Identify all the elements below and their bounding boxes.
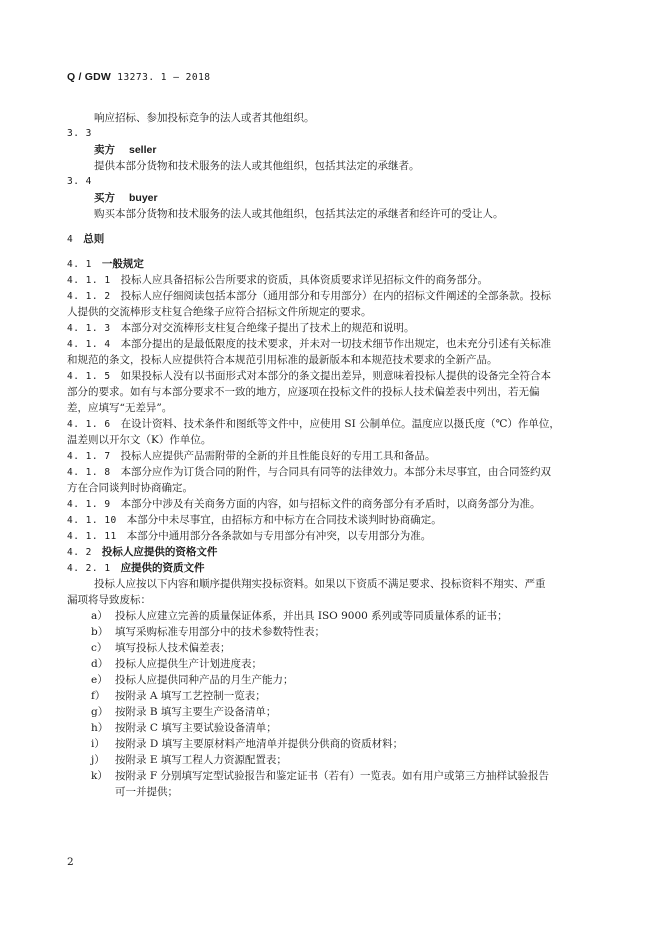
clause-text: 本部分中未尽事宜，由招标方和中标方在合同技术谈判时协商确定。 <box>126 514 442 526</box>
document-body <box>67 110 595 800</box>
clause-number: 4. 1. 7 <box>67 451 111 462</box>
list-text: 投标人应提供同种产品的月生产能力； <box>115 674 294 686</box>
section-4-2-title: 投标人应提供的资格文件 <box>101 546 218 558</box>
list-item-j <box>67 752 595 768</box>
clause-number: 4. 1. 8 <box>67 467 111 478</box>
clause-number: 4. 1. 6 <box>67 419 111 430</box>
section-4-2-1-title: 应提供的资质文件 <box>120 562 205 574</box>
list-label: g） <box>91 706 109 718</box>
list-item-c <box>67 640 595 656</box>
list-item-d <box>67 656 595 672</box>
clause-4-1-2 <box>67 288 595 320</box>
clause-4-1-5 <box>67 368 595 416</box>
clause-text: 在设计资料、技术条件和图纸等文件中，应使用 SI 公制单位。温度应以摄氏度（℃）作单位， <box>120 418 560 430</box>
clause-number: 4. 1. 9 <box>67 499 111 510</box>
term-3-4-definition: 购买本部分货物和技术服务的法人或其他组织，包括其法定的承继者和经许可的受让人。 <box>94 208 504 220</box>
section-4-number: 4 <box>67 234 74 245</box>
list-label: e） <box>91 674 108 686</box>
clause-text-cont: 部分的要求。如有与本部分要求不一致的地方，应逐项在投标文件的投标人技术偏差表中列出，若无偏 <box>67 386 540 398</box>
clause-text-cont: 差，应填写“无差异”。 <box>67 402 173 414</box>
clause-text: 本部分中通用部分各条款如与专用部分有冲突，以专用部分为准。 <box>126 530 432 542</box>
list-item-k-cont: 可一并提供； <box>115 786 178 798</box>
clause-number: 4. 1. 5 <box>67 371 111 382</box>
term-3-3-cn: 卖方 <box>94 144 115 156</box>
paragraph-4-2-1-cont: 漏项将导致废标： <box>67 594 151 606</box>
clause-text: 本部分中涉及有关商务方面的内容，如与招标文件的商务部分有矛盾时，以商务部分为准。 <box>120 498 541 510</box>
clause-number: 4. 1. 4 <box>67 339 111 350</box>
list-text: 按附录 F 分别填写定型试验报告和鉴定证书（若有）一览表。如有用户或第三方抽样试验报告 <box>115 770 549 782</box>
list-item-g <box>67 704 595 720</box>
list-label: d） <box>91 658 109 670</box>
list-text: 按附录 D 填写主要原材料产地清单并提供分供商的资质材料； <box>115 738 404 750</box>
list-text: 按附录 A 填写工艺控制一览表； <box>115 690 266 702</box>
clause-text: 投标人应提供产品需附带的全新的并且性能良好的专用工具和备品。 <box>120 450 436 462</box>
list-label: h） <box>91 722 109 734</box>
list-label: a） <box>91 610 108 622</box>
clause-text-cont: 方在合同谈判时协商确定。 <box>67 482 193 494</box>
list-text: 填写投标人技术偏差表； <box>115 642 231 654</box>
clause-number: 4. 1. 11 <box>67 531 117 542</box>
clause-4-1-4 <box>67 336 595 368</box>
list-label: f） <box>91 690 106 702</box>
list-label: i） <box>91 738 105 750</box>
clause-text: 本部分对交流棒形支柱复合绝缘子提出了技术上的规范和说明。 <box>120 322 415 334</box>
list-item-f <box>67 688 595 704</box>
list-item-b <box>67 624 595 640</box>
section-4-2-number: 4. 2 <box>67 547 92 558</box>
list-item-k <box>67 768 595 784</box>
section-4-2-heading <box>67 544 595 560</box>
clause-text-cont: 温差则以开尔文（K）作单位。 <box>67 434 212 446</box>
clause-3-4-number: 3. 4 <box>67 176 92 187</box>
list-label: b） <box>91 626 109 638</box>
list-text: 按附录 C 填写主要试验设备清单； <box>115 722 277 734</box>
section-4-heading <box>67 231 595 247</box>
section-4-title: 总则 <box>83 233 105 245</box>
clause-text: 本部分应作为订货合同的附件，与合同具有同等的法律效力。本部分未尽事宜，由合同签约双 <box>120 466 552 478</box>
clause-text: 如果投标人没有以书面形式对本部分的条文提出差异，则意味着投标人提供的设备完全符合本 <box>120 370 552 382</box>
term-3-4-cn: 买方 <box>94 192 115 204</box>
list-item-a <box>67 608 595 624</box>
previous-definition-continuation: 响应招标、参加投标竞争的法人或者其他组织。 <box>94 112 315 124</box>
clause-4-1-11 <box>67 528 595 544</box>
list-text: 按附录 B 填写主要生产设备清单； <box>115 706 277 718</box>
term-3-3 <box>67 142 595 158</box>
term-3-3-definition: 提供本部分货物和技术服务的法人或其他组织，包括其法定的承继者。 <box>94 160 420 172</box>
clause-number: 4. 1. 3 <box>67 323 111 334</box>
term-3-4 <box>67 190 595 206</box>
clause-text: 本部分提出的是最低限度的技术要求，并未对一切技术细节作出规定，也未充分引述有关标准 <box>120 338 552 350</box>
list-item-e <box>67 672 595 688</box>
clause-text-cont: 和规范的条文，投标人应提供符合本规范引用标准的最新版本和本规范技术要求的全新产品。 <box>67 354 498 366</box>
section-4-1-number: 4. 1 <box>67 259 92 270</box>
list-label: c） <box>91 642 108 654</box>
clause-number: 4. 1. 2 <box>67 291 111 302</box>
clause-number: 4. 1. 10 <box>67 515 117 526</box>
clause-4-1-9 <box>67 496 595 512</box>
paragraph-4-2-1: 投标人应按以下内容和顺序提供翔实投标资料。如果以下资质不满足要求、投标资料不翔实、严重 <box>94 578 546 590</box>
standard-code: Q / GDW <box>67 71 111 83</box>
clause-4-1-8 <box>67 464 595 496</box>
clause-3-3-number: 3. 3 <box>67 128 92 139</box>
document-header <box>67 71 211 83</box>
section-4-2-1-heading <box>67 560 595 576</box>
clause-4-1-10 <box>67 512 595 528</box>
clause-number: 4. 1. 1 <box>67 275 111 286</box>
term-3-4-en: buyer <box>129 192 158 204</box>
list-text: 按附录 E 填写工程人力资源配置表； <box>115 754 287 766</box>
clause-4-1-1 <box>67 272 595 288</box>
section-4-1-heading <box>67 256 595 272</box>
list-label: j） <box>91 754 105 766</box>
page-number: 2 <box>67 856 74 868</box>
list-text: 投标人应建立完善的质量保证体系，并出具 ISO 9000 系列或等同质量体系的证书； <box>115 610 508 622</box>
clause-text-cont: 人提供的交流棒形支柱复合绝缘子应符合招标文件所规定的要求。 <box>67 306 372 318</box>
clause-text: 投标人应仔细阅读包括本部分（通用部分和专用部分）在内的招标文件阐述的全部条款。投标 <box>120 290 552 302</box>
list-text: 填写采购标准专用部分中的技术参数特性表； <box>115 626 325 638</box>
clause-4-1-6 <box>67 416 595 448</box>
section-4-1-title: 一般规定 <box>101 258 144 270</box>
clause-4-1-3 <box>67 320 595 336</box>
standard-number: 13273. 1 — 2018 <box>117 72 211 83</box>
list-item-h <box>67 720 595 736</box>
section-4-2-1-number: 4. 2. 1 <box>67 563 111 574</box>
list-item-i <box>67 736 595 752</box>
clause-4-1-7 <box>67 448 595 464</box>
list-label: k） <box>91 770 108 782</box>
term-3-3-en: seller <box>129 144 157 156</box>
list-text: 投标人应提供生产计划进度表； <box>115 658 262 670</box>
clause-text: 投标人应具备招标公告所要求的资质，具体资质要求详见招标文件的商务部分。 <box>120 274 489 286</box>
